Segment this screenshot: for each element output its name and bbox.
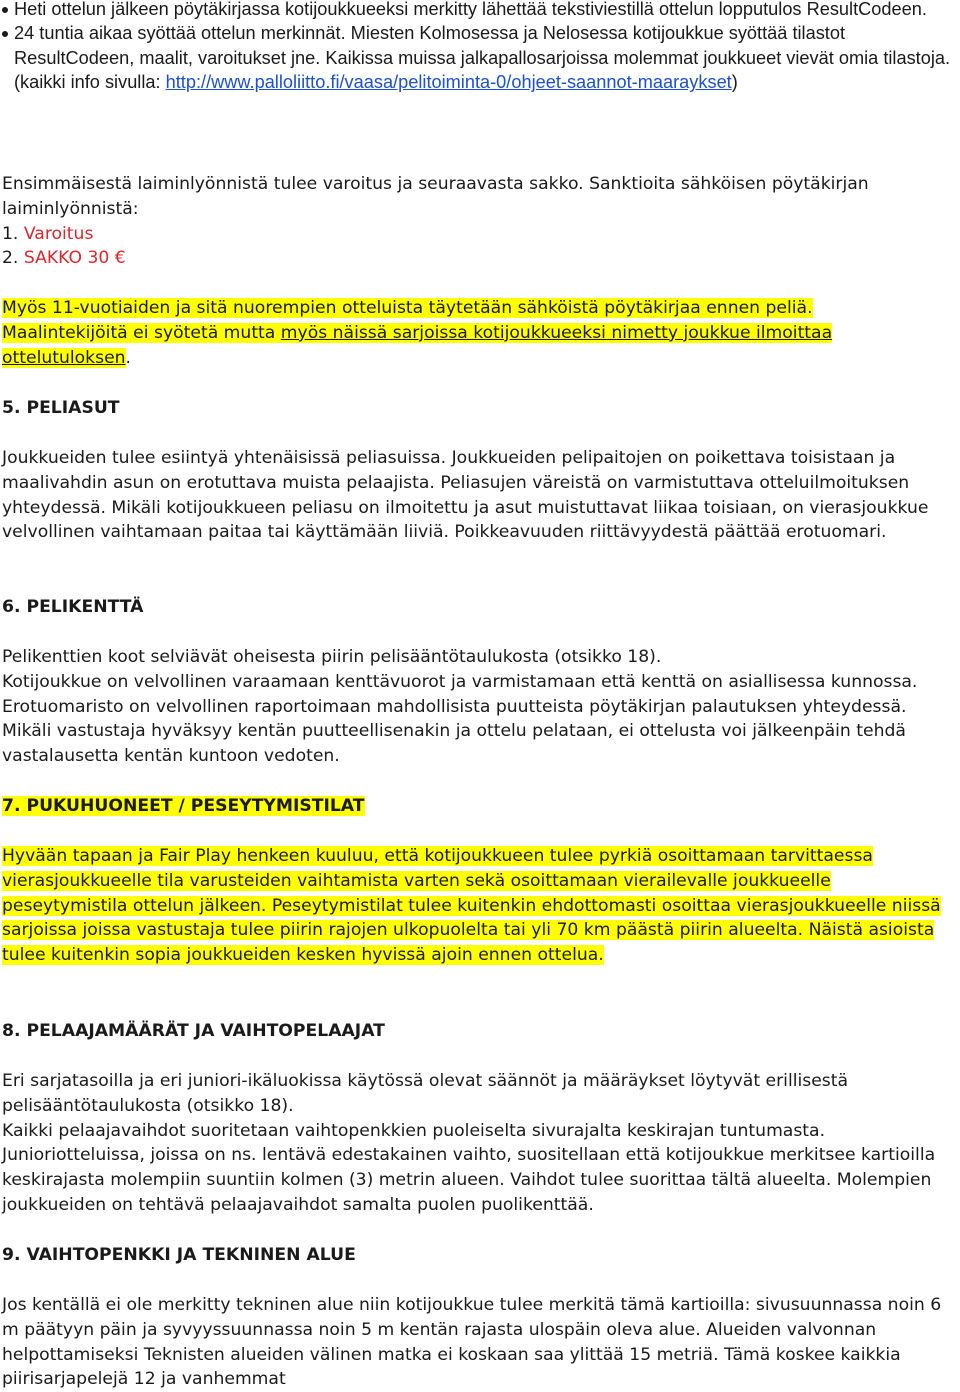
section-8-para-2: Kaikki pelaajavaihdot suoritetaan vaihtopenkkien puoleiselta sivurajalta keskirajan tuntumasta. Junioriotteluissa, joissa on ns. lentävä edestakainen vaihto, suositellaan että kotijoukkue merkitsee kartioilla keskirajasta molempiin suuntiin kolmen (3) metrin alueen. Vaihdot tulee suorittaa tältä alueelta. Molempien joukkueiden on tehtävä pelaajavaihdot samalta puolen puolikenttää. [2, 1120, 936, 1215]
section-7-heading [2, 794, 958, 819]
sanctions-block [2, 172, 958, 271]
youth-note-line-1 [2, 296, 958, 321]
section-7-heading-text: 7. PUKUHUONEET / PESEYTYMISTILAT [2, 796, 365, 816]
sanction-2-label: SAKKO 30 € [23, 248, 126, 269]
section-9-text: Jos kentällä ei ole merkitty tekninen alue niin kotijoukkue tulee merkitä tämä kartioilla: sivusuunnassa noin 6 m päätyyn päin ja syvyyssuunnassa noin 5 m kentän rajasta ulospäin oleva alue. Alueiden valvonnan helpottamiseksi Teknisten alueiden välinen matka ei koskaan saa ylittää 15 metriä. Tämä koskee kaikkia piirisarjapelejä 12 ja vanhemmat [2, 1295, 942, 1390]
section-5-heading: 5. PELIASUT [2, 398, 120, 418]
sanction-item-1 [2, 222, 958, 247]
section-6-text [2, 645, 958, 769]
result-bullets [0, 0, 958, 95]
section-5-text: Joukkueiden tulee esiintyä yhtenäisissä peliasuissa. Joukkueiden pelipaitojen on poikettava toisistaan ja maalivahdin asun on erotuttava muista pelaajista. Peliasujen väreistä on varmistuttava otteluilmoituksen yhteydessä. Mikäli kotijoukkueen peliasu on ilmoitettu ja asut muistuttavat liikaa toisiaan, on vierasjoukkue velvollinen vaihtamaan paitaa tai käyttämään liiviä. Poikkeavuuden riittävyydestä päättää erotuomari. [2, 448, 929, 543]
section-6-heading: 6. PELIKENTTÄ [2, 597, 144, 617]
sanction-item-2 [2, 246, 958, 271]
section-6-para-1: Pelikenttien koot selviävät oheisesta piirin pelisääntötaulukosta (otsikko 18). [2, 647, 662, 667]
section-8-heading: 8. PELAAJAMÄÄRÄT JA VAIHTOPELAAJAT [2, 1021, 385, 1041]
sanction-1-label: Varoitus [23, 223, 94, 244]
youth-note-line-2b: myös näissä sarjoissa kotijoukkueeksi nimetty joukkue ilmoittaa ottelutuloksen [2, 322, 833, 368]
youth-note-line-2 [2, 321, 958, 371]
section-7-text-content: Hyvään tapaan ja Fair Play henkeen kuuluu, että kotijoukkueen tulee pyrkiä osoittamaan tarvittaessa vierasjoukkueelle tila varusteiden vaihtamista varten sekä osoittamaan vierailevalle joukkueelle peseytymistila ottelun jälkeen. Peseytymistilat tulee kuitenkin ehdottomasti osoittaa vierasjoukkueelle niissä sarjoissa joissa vastustaja tulee piirin rajojen ulkopuolelta tai yli 70 km päästä piirin alueelta. Näistä asioista tulee kuitenkin sopia joukkueiden kesken hyvissä ajoin ennen ottelua. [2, 846, 941, 966]
bullet-24h-end: ) [731, 72, 738, 93]
section-9-heading: 9. VAIHTOPENKKI JA TEKNINEN ALUE [2, 1245, 356, 1265]
palloliitto-link[interactable]: http://www.palloliitto.fi/vaasa/pelitoiminta-0/ohjeet-saannot-maaraykset [165, 72, 732, 93]
section-8-text [2, 1069, 958, 1218]
youth-note-line-2a: Maalintekijöitä ei syötetä mutta [2, 322, 281, 343]
bullet-24h-text: 24 tuntia aikaa syöttää ottelun merkinnät. Miesten Kolmosessa ja Nelosessa kotijoukkue syöttää tilastot ResultCodeen, maalit, varoitukset jne. Kaikissa muissa jalkapallosarjoissa molemmat joukkueet vievät omia tilastoja. (kaikki info sivulla: [14, 23, 951, 93]
bullet-24h-entry [0, 21, 958, 94]
section-6-para-2: Kotijoukkue on velvollinen varaamaan kenttävuorot ja varmistamaan että kenttä on asiallisessa kunnossa. Erotuomaristo on velvollinen raportoimaan mahdollisista puutteista pöytäkirjan palautuksen yhteydessä. Mikäli vastustaja hyväksyy kentän puutteellisenakin ja ottelu pelataan, ei ottelusta voi jälkeenpäin tehdä vastalausetta kentän kuntoon vedoten. [2, 671, 918, 767]
sanctions-intro: Ensimmäisestä laiminlyönnistä tulee varoitus ja seuraavasta sakko. Sanktioita sähköisen pöytäkirjan laiminlyönnistä: [2, 174, 869, 219]
sanction-2-number: 2. [2, 248, 24, 269]
youth-note-line-2c: . [125, 347, 132, 368]
section-7-text [2, 844, 958, 968]
youth-note-line-1-text: Myös 11-vuotiaiden ja sitä nuorempien otteluista täytetään sähköistä pöytäkirjaa ennen peliä. [2, 298, 813, 318]
sanction-1-number: 1. [2, 223, 24, 244]
youth-note [2, 296, 958, 370]
section-8-para-1: Eri sarjatasoilla ja eri juniori-ikäluokissa käytössä olevat säännöt ja määräykset löytyvät erillisestä pelisääntötaulukosta (otsikko 18). [2, 1071, 849, 1116]
bullet-result-sms: Heti ottelun jälkeen pöytäkirjassa kotijoukkueeksi merkitty lähettää tekstiviestillä ottelun lopputulos ResultCodeen. [0, 0, 958, 21]
